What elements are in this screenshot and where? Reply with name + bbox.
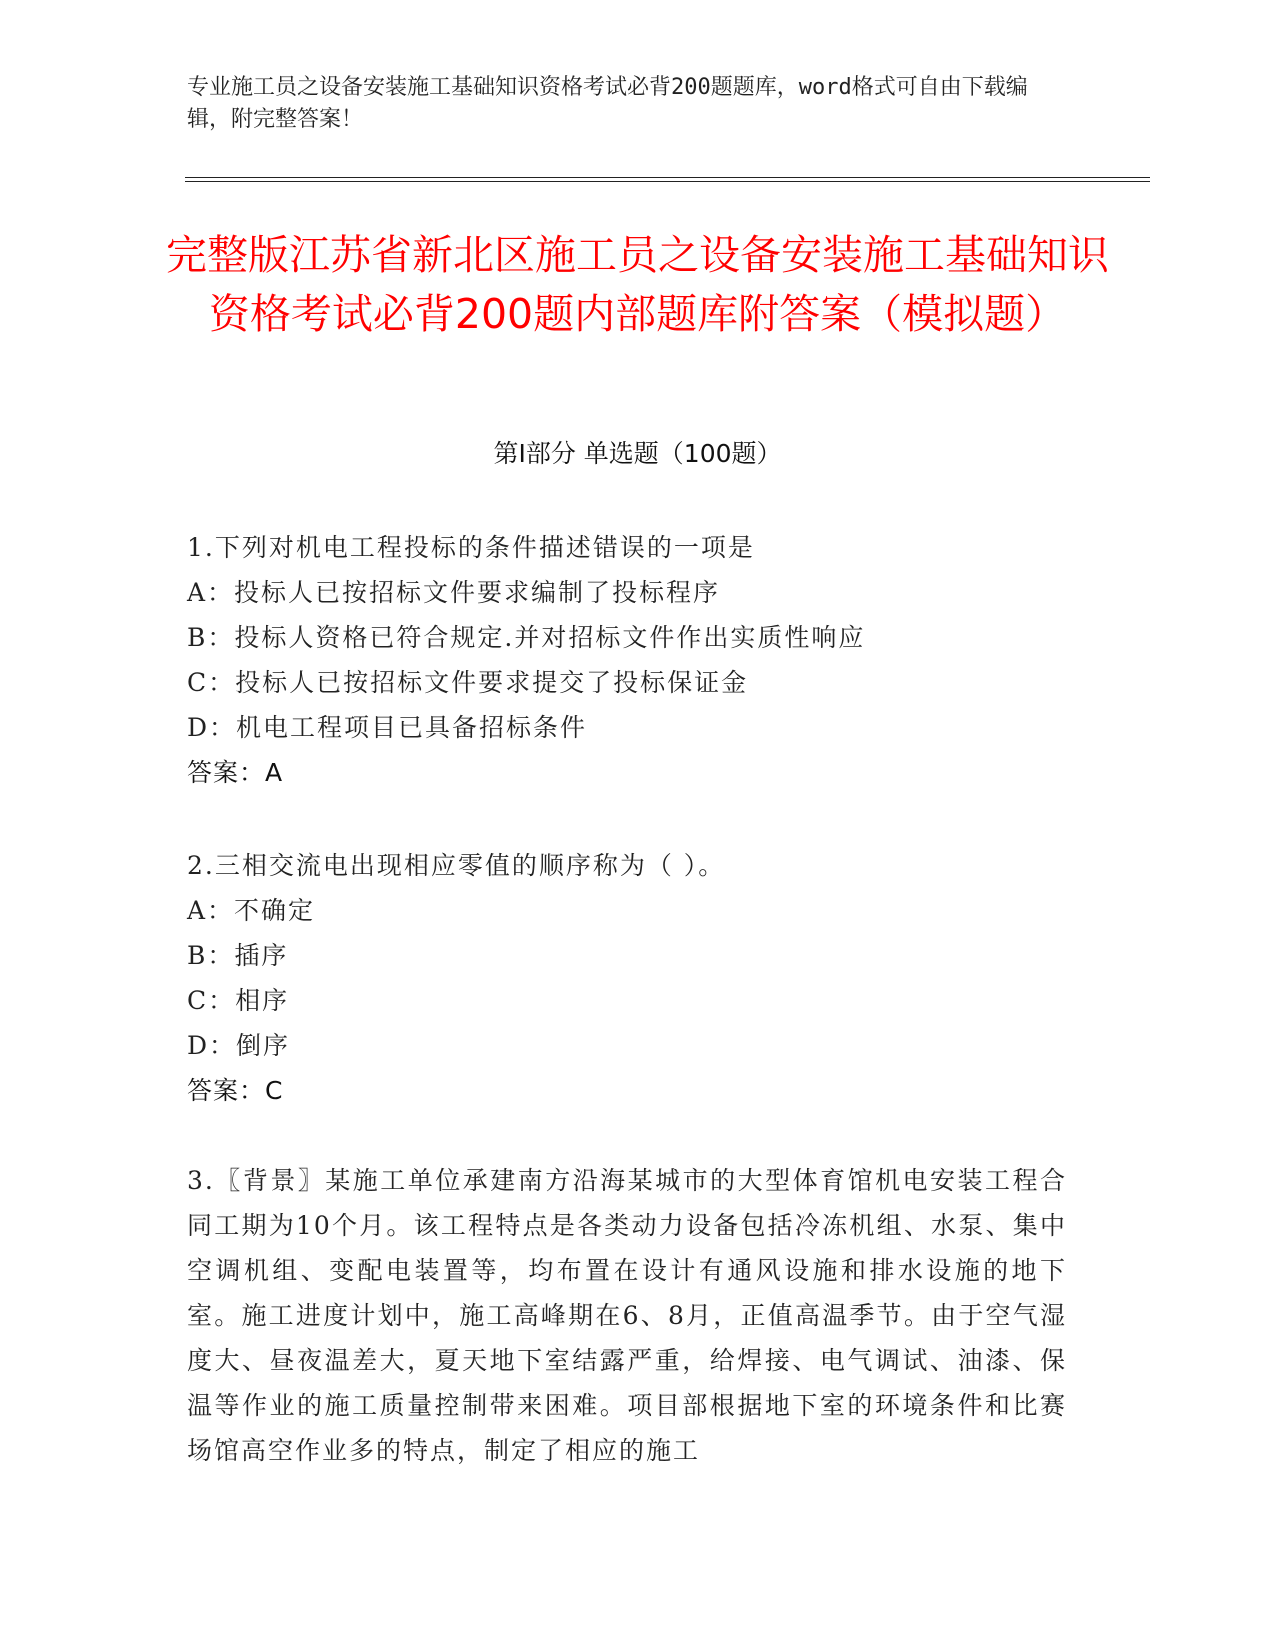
question-stem: 3.〖背景〗某施工单位承建南方沿海某城市的大型体育馆机电安装工程合同工期为10个月。该工程特点是各类动力设备包括冷冻机组、水泵、集中空调机组、变配电装置等，均布置在设计有通风设施和排水设施的地下室。施工进度计划中，施工高峰期在6、8月，正值高温季节。由于空气湿度大、昼夜温差大，夏天地下室结露严重，给焊接、电气调试、油漆、保温等作业的施工质量控制带来困难。项目部根据地下室的环境条件和比赛场馆高空作业多的特点，制定了相应的施工 [187,1166,1067,1465]
option-b: B：插序 [187,941,289,970]
option-c: C：投标人已按招标文件要求提交了投标保证金 [187,668,749,697]
option-a: A：投标人已按招标文件要求编制了投标程序 [187,578,721,607]
header-rule-bottom [185,181,1150,182]
question-stem: 1.下列对机电工程投标的条件描述错误的一项是 [187,533,755,562]
section-heading: 第Ⅰ部分 单选题（100题） [493,439,782,468]
header-rule-top [185,177,1150,178]
option-b: B：投标人资格已符合规定.并对招标文件作出实质性响应 [187,623,866,652]
option-a: A：不确定 [187,896,316,925]
answer: 答案：A [187,758,284,787]
option-d: D：机电工程项目已具备招标条件 [187,713,588,742]
header-note: 专业施工员之设备安装施工基础知识资格考试必背200题题库，word格式可自由下载编辑，附完整答案！ [187,75,1028,132]
question-2 [187,843,1067,1113]
answer: 答案：C [187,1076,284,1105]
option-c: C：相序 [187,986,290,1015]
document-title: 完整版江苏省新北区施工员之设备安装施工基础知识资格考试必背200题内部题库附答案（模拟题） [166,231,1109,338]
question-1 [187,525,1067,795]
option-d: D：倒序 [187,1031,291,1060]
question-3 [187,1158,1067,1473]
question-stem: 2.三相交流电出现相应零值的顺序称为（ ）。 [187,851,726,880]
